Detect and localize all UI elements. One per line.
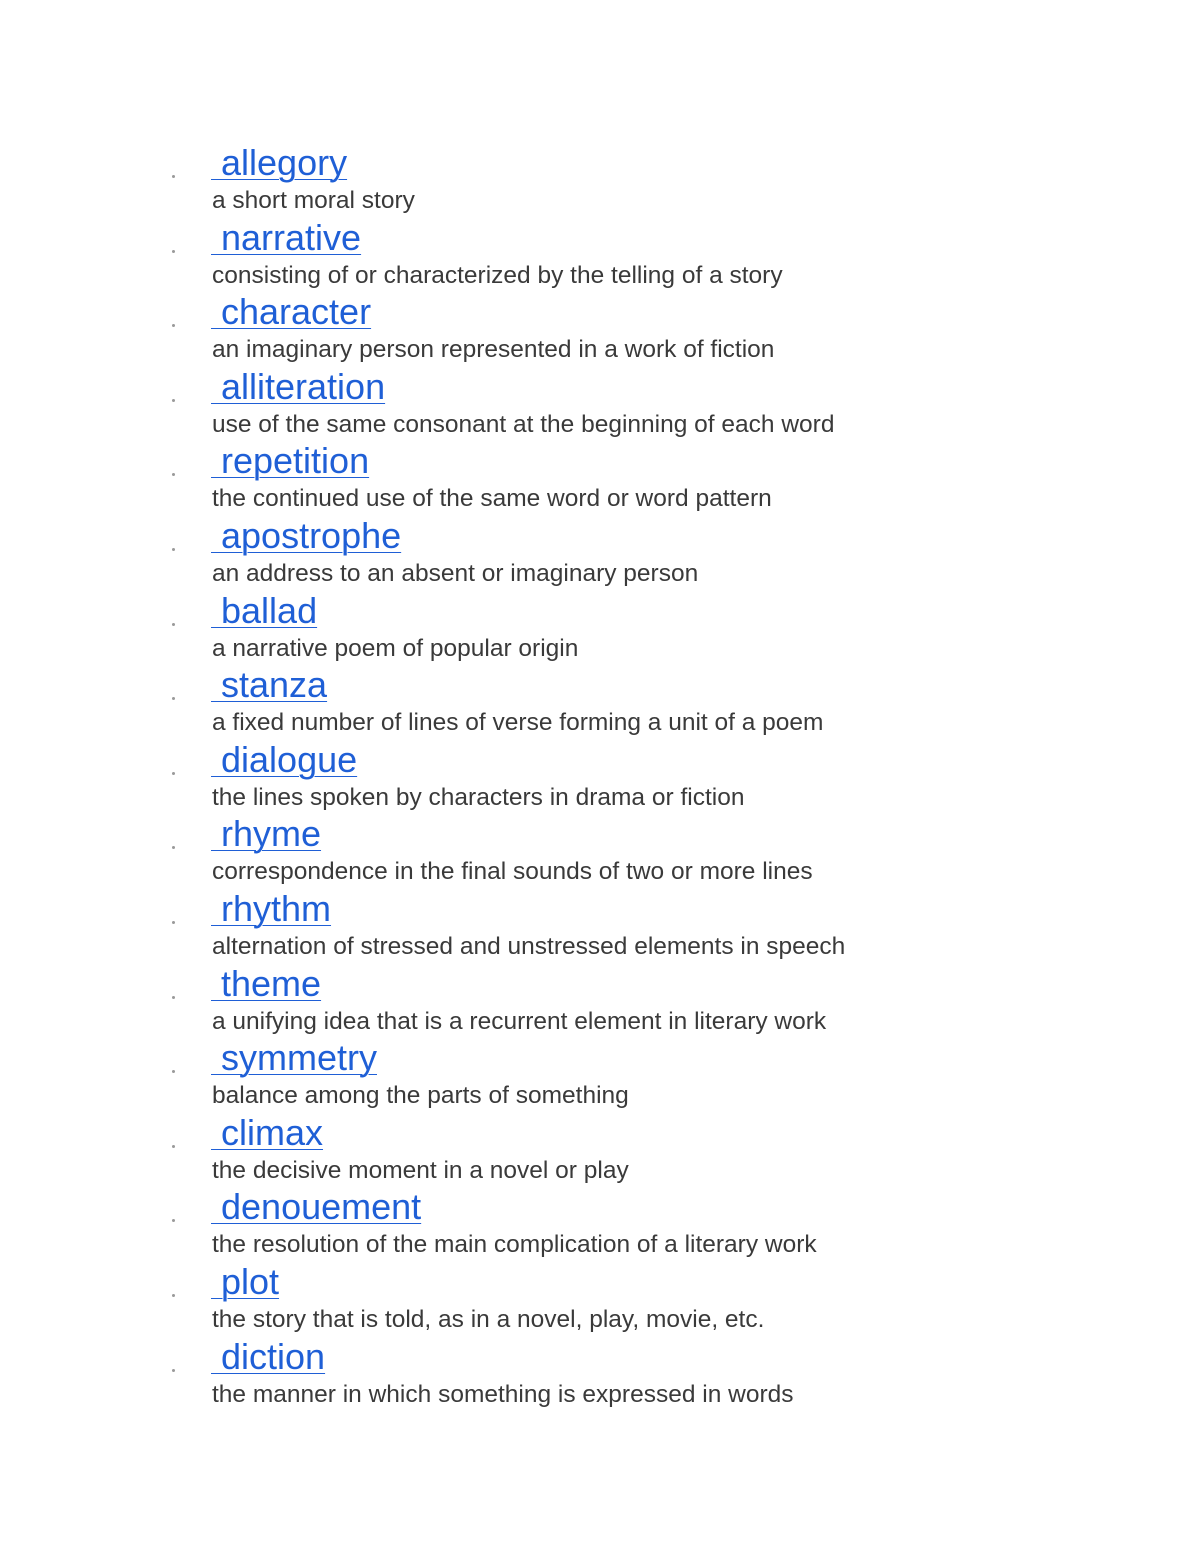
term-definition: the story that is told, as in a novel, play, movie, etc. [212,1305,765,1333]
list-item [0,365,1200,440]
term-definition: balance among the parts of something [212,1082,629,1110]
bullet-dot-icon [172,548,175,551]
list-item [0,812,1200,887]
term-link[interactable]: symmetry [211,1037,377,1079]
term-link[interactable]: dialogue [211,738,358,780]
bullet-dot-icon [172,175,175,178]
bullet-dot-icon [172,996,175,999]
term-definition: an imaginary person represented in a work of fiction [212,336,775,364]
bullet-dot-icon [172,1369,175,1372]
term-link[interactable]: climax [211,1111,324,1153]
list-item [0,738,1200,813]
list-item [0,887,1200,962]
bullet-dot-icon [172,623,175,626]
term-definition: the resolution of the main complication of a literary work [212,1231,817,1259]
term-link[interactable]: character [211,291,372,333]
term-definition: correspondence in the final sounds of two or more lines [212,858,813,886]
term-link[interactable]: repetition [211,440,370,482]
term-link[interactable]: denouement [211,1186,422,1228]
term-link[interactable]: apostrophe [211,514,402,556]
term-definition: an address to an absent or imaginary person [212,559,699,587]
term-link[interactable]: rhyme [211,813,322,855]
list-item [0,514,1200,589]
list-item [0,1036,1200,1111]
term-definition: consisting of or characterized by the telling of a story [212,261,783,289]
list-item [0,589,1200,664]
bullet-dot-icon [172,697,175,700]
term-link[interactable]: allegory [211,142,348,183]
list-item [0,439,1200,514]
vocabulary-list [0,141,1200,1409]
term-link[interactable]: alliteration [211,365,386,407]
bullet-dot-icon [172,473,175,476]
list-item [0,290,1200,365]
term-definition: a unifying idea that is a recurrent element in literary work [212,1007,827,1035]
bullet-dot-icon [172,772,175,775]
list-item [0,1260,1200,1335]
list-item [0,663,1200,738]
bullet-dot-icon [172,250,175,253]
term-link[interactable]: narrative [211,216,362,258]
list-item [0,1185,1200,1260]
bullet-dot-icon [172,399,175,402]
term-link[interactable]: ballad [211,589,318,631]
bullet-dot-icon [172,846,175,849]
term-definition: the lines spoken by characters in drama or fiction [212,783,745,811]
bullet-dot-icon [172,324,175,327]
term-definition: alternation of stressed and unstressed elements in speech [212,932,846,960]
term-definition: the manner in which something is expressed in words [212,1380,794,1408]
term-link[interactable]: stanza [211,664,328,706]
term-definition: a short moral story [212,187,415,214]
bullet-dot-icon [172,1219,175,1222]
term-definition: a fixed number of lines of verse forming a unit of a poem [212,709,824,737]
list-item [0,1335,1200,1410]
bullet-dot-icon [172,1070,175,1073]
term-link[interactable]: theme [211,962,322,1004]
term-link[interactable]: diction [211,1335,326,1377]
term-definition: the continued use of the same word or word pattern [212,485,772,513]
list-item [0,141,1200,216]
term-definition: use of the same consonant at the beginning of each word [212,410,835,438]
bullet-dot-icon [172,1294,175,1297]
list-item [0,216,1200,291]
term-link[interactable]: plot [211,1260,280,1302]
term-definition: the decisive moment in a novel or play [212,1156,629,1184]
term-link[interactable]: rhythm [211,887,332,929]
list-item [0,1111,1200,1186]
term-definition: a narrative poem of popular origin [212,634,579,662]
list-item [0,962,1200,1037]
bullet-dot-icon [172,921,175,924]
bullet-dot-icon [172,1145,175,1148]
